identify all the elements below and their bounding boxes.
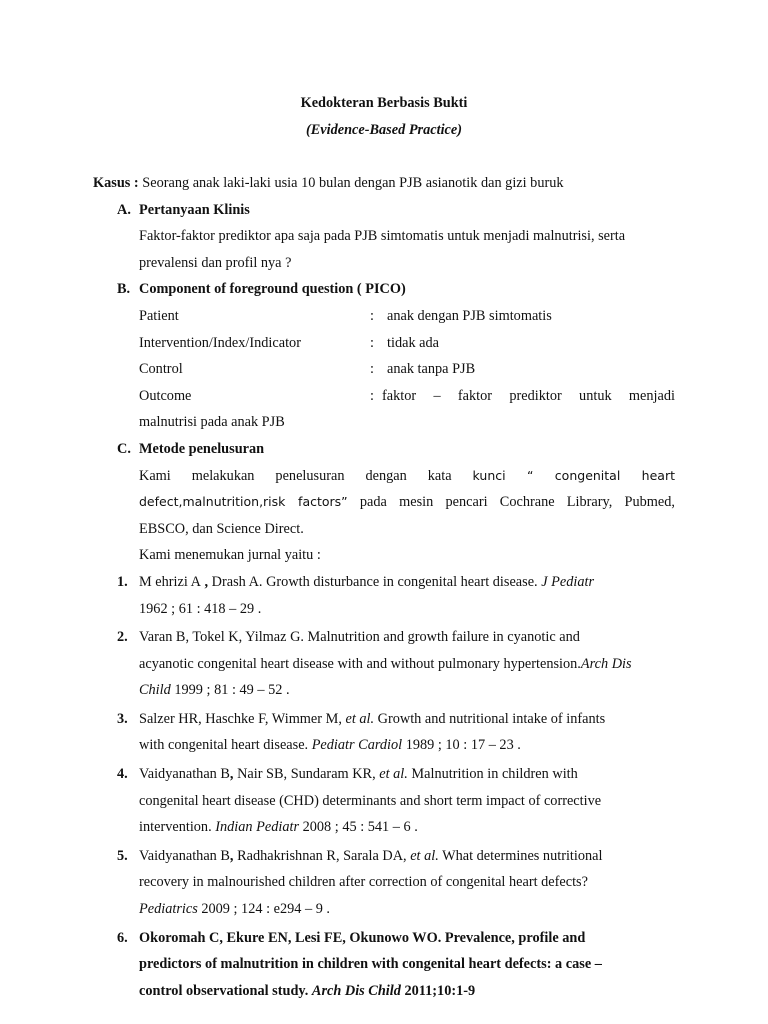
pico-row-outcome xyxy=(93,383,675,410)
section-a-heading xyxy=(93,197,675,224)
section-b-title: Component of foreground question ( PICO) xyxy=(139,281,406,298)
section-c-keywords: kunci “ congenital heart xyxy=(472,467,675,483)
pico-value: tidak ada xyxy=(387,334,440,351)
pico-value: anak dengan PJB simtomatis xyxy=(387,307,552,324)
section-c-text: pada mesin pencari Cochrane Library, Pubmed, xyxy=(359,494,675,511)
section-c-line-4: Kami menemukan jurnal yaitu : xyxy=(139,547,321,564)
pico-colon: : xyxy=(370,334,374,351)
reference-item-6: 6. Okoromah C, Ekure EN, Lesi FE, Okunowo WO. Prevalence, profile and predictors of malnutrition in children with congenital heart defects: a case – control observational study. Arch Dis Child 2011;10:1-9 xyxy=(93,925,675,1005)
reference-text: Vaidyanathan B xyxy=(139,847,230,864)
journal-name: Pediatrics xyxy=(139,901,198,918)
case-text: Seorang anak laki-laki usia 10 bulan dengan PJB asianotik dan gizi buruk xyxy=(142,175,564,191)
pico-colon: : xyxy=(370,307,374,324)
section-a-title: Pertanyaan Klinis xyxy=(139,201,250,218)
reference-text: Salzer HR, Haschke F, Wimmer M, xyxy=(139,710,346,727)
reference-item-5: 5. Vaidyanathan B, Radhakrishnan R, Sarala DA, et al. What determines nutritional recovery in malnourished children after correction of congenital heart defects? Pediatrics 2009 ; 124 : e294 – 9 . xyxy=(93,843,675,923)
reference-item-1: 1. M ehrizi A , Drash A. Growth disturbance in congenital heart disease. J Pediatr 1962 ; 61 : 418 – 29 . xyxy=(93,569,675,622)
pico-key: Control xyxy=(139,361,183,378)
pico-colon: : xyxy=(370,387,374,404)
document-body xyxy=(93,170,675,1004)
section-c-line-3: EBSCO, dan Science Direct. xyxy=(139,520,304,537)
section-c-line-1 xyxy=(93,463,675,490)
pico-key: Intervention/Index/Indicator xyxy=(139,334,301,351)
pico-value: anak tanpa PJB xyxy=(387,361,476,378)
journal-name: Arch Dis xyxy=(580,655,632,672)
journal-name: Pediatr Cardiol xyxy=(311,737,403,754)
section-a-line-2: prevalensi dan profil nya ? xyxy=(139,254,292,271)
section-c-keywords: defect,malnutrition,risk factors” xyxy=(139,494,348,510)
reference-number: 3. xyxy=(117,710,128,727)
reference-number: 5. xyxy=(117,847,128,864)
reference-text: Vaidyanathan B xyxy=(139,766,230,783)
reference-number: 2. xyxy=(117,629,128,646)
reference-item-4: 4. Vaidyanathan B, Nair SB, Sundaram KR, et al. Malnutrition in children with congenital heart disease (CHD) determinants and short term impact of corrective intervention. Indian Pediatr 2008 ; 45 : 541 – 6 . xyxy=(93,761,675,841)
pico-value: faktor – faktor prediktor untuk menjadi xyxy=(382,387,675,404)
pico-key: Patient xyxy=(139,307,179,324)
document-subtitle: (Evidence-Based Practice) xyxy=(305,122,463,138)
reference-text: M ehrizi A xyxy=(139,573,201,590)
section-b-marker: B. xyxy=(117,281,131,298)
pico-key: Outcome xyxy=(139,387,192,404)
reference-item-3: 3. Salzer HR, Haschke F, Wimmer M, et al. Growth and nutritional intake of infants with congenital heart disease. Pediatr Cardiol 1989 ; 10 : 17 – 23 . xyxy=(93,706,675,759)
section-c-title: Metode penelusuran xyxy=(139,440,265,457)
journal-name: Indian Pediatr xyxy=(215,819,300,836)
section-c-marker: C. xyxy=(117,440,131,457)
pico-row-intervention xyxy=(93,330,675,357)
journal-name: Arch Dis Child xyxy=(311,982,401,999)
pico-row-control xyxy=(93,356,675,383)
section-a-marker: A. xyxy=(117,201,131,218)
pico-colon: : xyxy=(370,361,374,378)
section-c-line-2 xyxy=(93,489,675,516)
pico-outcome-continuation: malnutrisi pada anak PJB xyxy=(139,414,285,431)
pico-row-patient xyxy=(93,303,675,330)
section-c-heading xyxy=(93,436,675,463)
reference-number: 4. xyxy=(117,766,128,783)
document-title: Kedokteran Berbasis Bukti xyxy=(300,95,468,111)
section-c-text: Kami melakukan penelusuran dengan kata xyxy=(139,467,452,484)
section-a-line-1: Faktor-faktor prediktor apa saja pada PJB simtomatis untuk menjadi malnutrisi, serta xyxy=(139,228,626,245)
reference-number: 6. xyxy=(117,929,128,946)
journal-name: J Pediatr xyxy=(541,573,595,590)
reference-text: Okoromah C, Ekure EN, Lesi FE, Okunowo WO. Prevalence, profile and xyxy=(139,929,586,946)
case-label: Kasus : xyxy=(93,175,139,191)
section-b-heading xyxy=(93,276,675,303)
reference-number: 1. xyxy=(117,573,128,590)
reference-text: Varan B, Tokel K, Yilmaz G. Malnutrition and growth failure in cyanotic and xyxy=(139,629,580,646)
case-line xyxy=(93,170,675,197)
reference-item-2: 2. Varan B, Tokel K, Yilmaz G. Malnutrition and growth failure in cyanotic and acyanotic congenital heart disease with and without pulmonary hypertension.Arch Dis Child 1999 ; 81 : 49 – 52 . xyxy=(93,624,675,704)
